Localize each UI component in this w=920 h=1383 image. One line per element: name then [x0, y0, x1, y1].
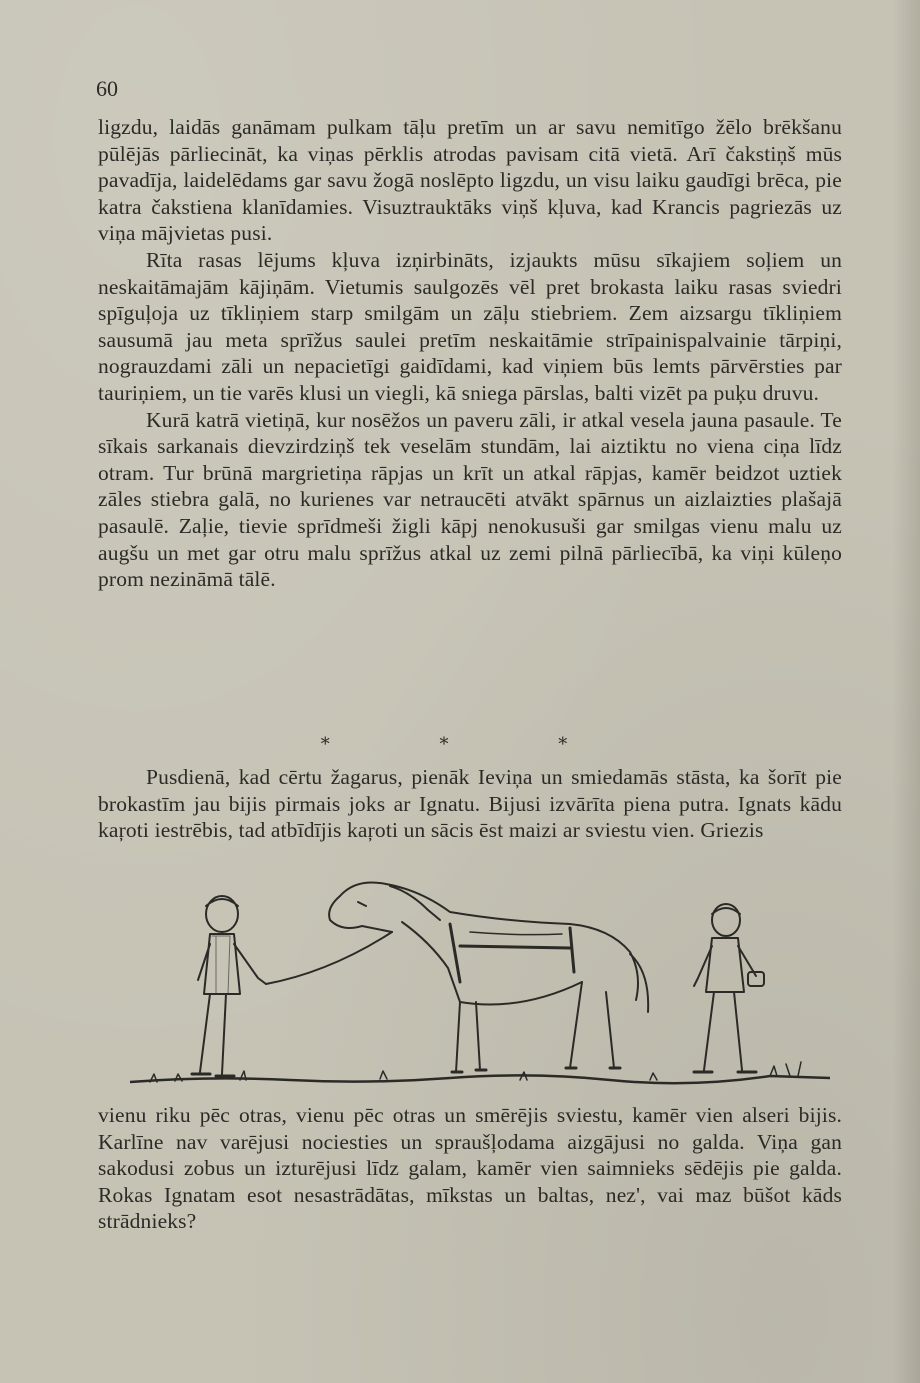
paragraph: Kurā katrā vietiņā, kur nosēžos un paveru zāli, ir atkal vesela jauna pasaule. Te sīkais sarkanais dievzirdziņš tek veselām stundām, lai aiztiktu no viena ciņa līdz otram. Tur brūnā margrietiņa rāpjas un krīt un atkal rāpjas, kamēr beidzot uztiek zāles stiebra galā, no kurienes var netraucēti atvākt spārnus un aizlaizties plašajā pasaulē. Zaļie, tievie sprīdmeši žigli kāpj nenokusuši gar smilgas vienu malu uz augšu un met gar otru malu sprīžus atkal uz zemi pilnā pārliecībā, ka viņi kūleņo prom nezināmā tālē. — [98, 407, 842, 592]
paragraph: ligzdu, laidās ganāmam pulkam tāļu pretīm un ar savu nemitīgo žēlo brēkšanu pūlējās pārliecināt, ka viņas pērklis atrodas pavisam citā vietā. Arī čakstiņš mūs pavadīja, laidelēdams gar savu žogā noslēpto ligzdu, un visu laiku gaudīgi brēca, pie katra čakstiena klanīdamies. Visuztrauktāks viņš kļuva, kad Krancis pagriezās uz viņa mājvietas pusi. — [98, 115, 842, 246]
text-block-top — [98, 114, 842, 593]
illustration-men-leading-horse — [130, 862, 830, 1092]
section-divider: * * * — [320, 734, 620, 755]
text-block-bottom — [98, 1102, 842, 1235]
horse-figure — [329, 883, 648, 1073]
text-block-middle — [98, 764, 842, 844]
right-man-figure — [694, 904, 764, 1072]
paragraph: Rīta rasas lējums kļuva izņirbināts, izjaukts mūsu sīkajiem soļiem un neskaitāmajām kājiņām. Vietumis saulgozēs vēl pret brokasta laiku rasas sviedri spīguļoja uz tīkliņiem starp smilgām un zāļu stiebriem. Zem aizsargu tīkliņiem sausumā jau meta sprīžus saulei pretīm neskaitāmie strīpainispalvainie tārpiņi, nograuzdami zāli un nepacietīgi gaidīdami, kad viņiem būs lemts pārvērsties par tauriņiem, un tie varēs klusi un viegli, kā sniega pārslas, balti vizēt pa puķu druvu. — [98, 247, 842, 405]
lead-rope — [266, 932, 392, 984]
page-number: 60 — [96, 76, 118, 101]
paragraph: Pusdienā, kad cērtu žagarus, pienāk Ieviņa un smiedamās stāsta, ka šorīt pie brokastīm jau bijis pirmais joks ar Ignatu. Bijusi izvārīta piena putra. Ignats kādu kaŗoti iestrēbis, tad atbīdījis kaŗoti un sācis ēst maizi ar sviestu vien. Griezis — [98, 765, 842, 843]
left-man-figure — [192, 896, 266, 1076]
page-edge-shadow — [892, 0, 920, 1383]
paragraph: vienu riku pēc otras, vienu pēc otras un smērējis sviestu, kamēr vien alseri bijis. Karlīne nav varējusi nociesties un spraušļodama aizgājusi no galda. Viņa gan sakodusi zobus un izturējusi līdz galam, kamēr vien saimnieks sēdējis pie galda. Rokas Ignatam esot nesastrādātas, mīkstas un baltas, nez', vai maz būšot kāds strādnieks? — [98, 1103, 842, 1234]
